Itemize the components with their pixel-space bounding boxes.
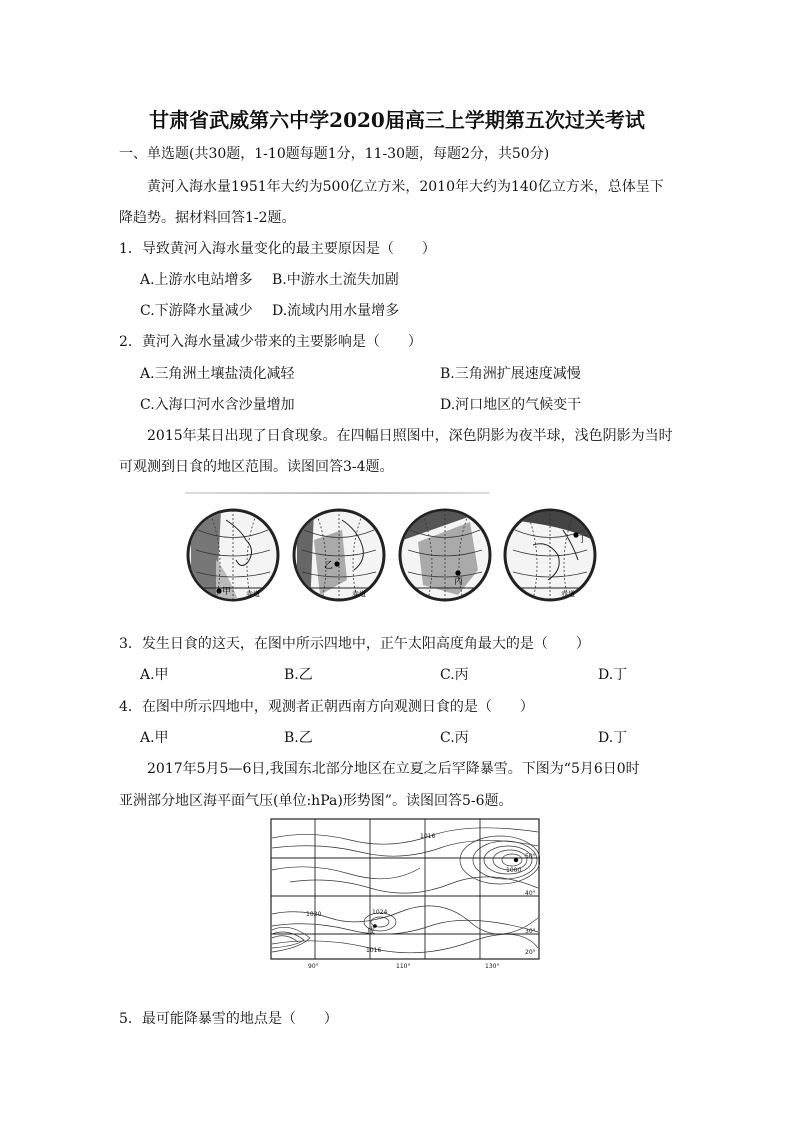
globe-3-label: 丙 — [454, 577, 464, 587]
point-label-wu: 戊 — [367, 926, 375, 935]
question-4-option-c: C.丙 — [440, 730, 469, 746]
question-2-option-c: C.入海口河水含沙量增加 — [140, 397, 295, 413]
sea-level-pressure-map — [270, 818, 540, 970]
isobar-label-2: 1020 — [306, 911, 322, 918]
globe-figure-3 — [398, 500, 492, 610]
passage-3-line-1: 2017年5月5—6日,我国东北部分地区在立夏之后罕降暴雪。下图为“5月6日0时 — [147, 761, 640, 777]
lat-label-30: 30° — [525, 928, 536, 935]
isobar-label-1: 1016 — [420, 833, 436, 840]
isobar-label-4: 1016 — [366, 947, 382, 954]
question-2-option-a: A.三角洲土壤盐渍化减轻 — [140, 366, 295, 382]
globe-1-label: 甲 — [222, 587, 232, 597]
globe-4-label: 丁 — [578, 535, 588, 545]
question-3-option-d: D.丁 — [598, 667, 628, 683]
lat-label-20: 20° — [525, 949, 536, 956]
question-4-option-d: D.丁 — [598, 730, 628, 746]
isobar-label-5: 1000 — [506, 867, 522, 874]
page-title: 甘肃省武威第六中学2020届高三上学期第五次过关考试 — [149, 108, 645, 132]
globe-figure-4 — [503, 500, 597, 610]
isobar-label-3: 1024 — [372, 909, 388, 916]
lon-label-130: 130° — [485, 963, 500, 970]
globe-1-equator-label: 赤道 — [246, 590, 260, 598]
question-5-stem: 5．最可能降暴雪的地点是（ ） — [119, 1011, 338, 1027]
passage-1-line-1: 黄河入海水量1951年大约为500亿立方米，2010年大约为140亿立方米，总体呈下 — [147, 179, 664, 195]
question-2-option-b: B.三角洲扩展速度减慢 — [440, 366, 581, 382]
figure-separator — [185, 492, 490, 494]
globe-2-label: 乙 — [324, 561, 334, 571]
passage-2-line-2: 可观测到日食的地区范围。读图回答3-4题。 — [119, 459, 394, 475]
question-3-option-c: C.丙 — [440, 667, 469, 683]
question-1-option-b: B.中游水土流失加剧 — [272, 272, 399, 288]
lon-label-110: 110° — [396, 963, 411, 970]
question-2-stem: 2．黄河入海水量减少带来的主要影响是（ ） — [119, 334, 422, 350]
question-3-option-a: A.甲 — [140, 667, 169, 683]
question-1-stem: 1．导致黄河入海水量变化的最主要原因是（ ） — [119, 241, 436, 257]
passage-1-line-2: 降趋势。据材料回答1-2题。 — [119, 210, 296, 226]
lon-label-90: 90° — [308, 963, 319, 970]
question-1-option-c: C.下游降水量减少 — [140, 303, 253, 319]
question-2-option-d: D.河口地区的气候变干 — [440, 397, 582, 413]
globe-figure-1 — [186, 500, 280, 610]
question-1-option-d: D.流域内用水量增多 — [272, 303, 400, 319]
question-1-option-a: A.上游水电站增多 — [140, 272, 253, 288]
lat-label-50: 50° — [525, 853, 536, 860]
globe-2-equator-label: 赤道 — [352, 590, 366, 598]
passage-2-line-1: 2015年某日出现了日食现象。在四幅日照图中，深色阴影为夜半球，浅色阴影为当时 — [147, 428, 673, 444]
globe-4-equator-label: 赤道 — [561, 590, 575, 598]
question-4-stem: 4．在图中所示四地中，观测者正朝西南方向观测日食的是（ ） — [119, 699, 534, 715]
question-3-option-b: B.乙 — [284, 667, 313, 683]
lat-label-40: 40° — [525, 890, 536, 897]
question-4-option-b: B.乙 — [284, 730, 313, 746]
question-4-option-a: A.甲 — [140, 730, 169, 746]
passage-3-line-2: 亚洲部分地区海平面气压(单位:hPa)形势图”。读图回答5-6题。 — [119, 793, 513, 809]
globe-figure-2 — [292, 500, 386, 610]
section-heading: 一、单选题(共30题，1-10题每题1分，11-30题，每题2分，共50分) — [119, 146, 550, 162]
question-3-stem: 3．发生日食的这天，在图中所示四地中，正午太阳高度角最大的是（ ） — [119, 636, 590, 652]
